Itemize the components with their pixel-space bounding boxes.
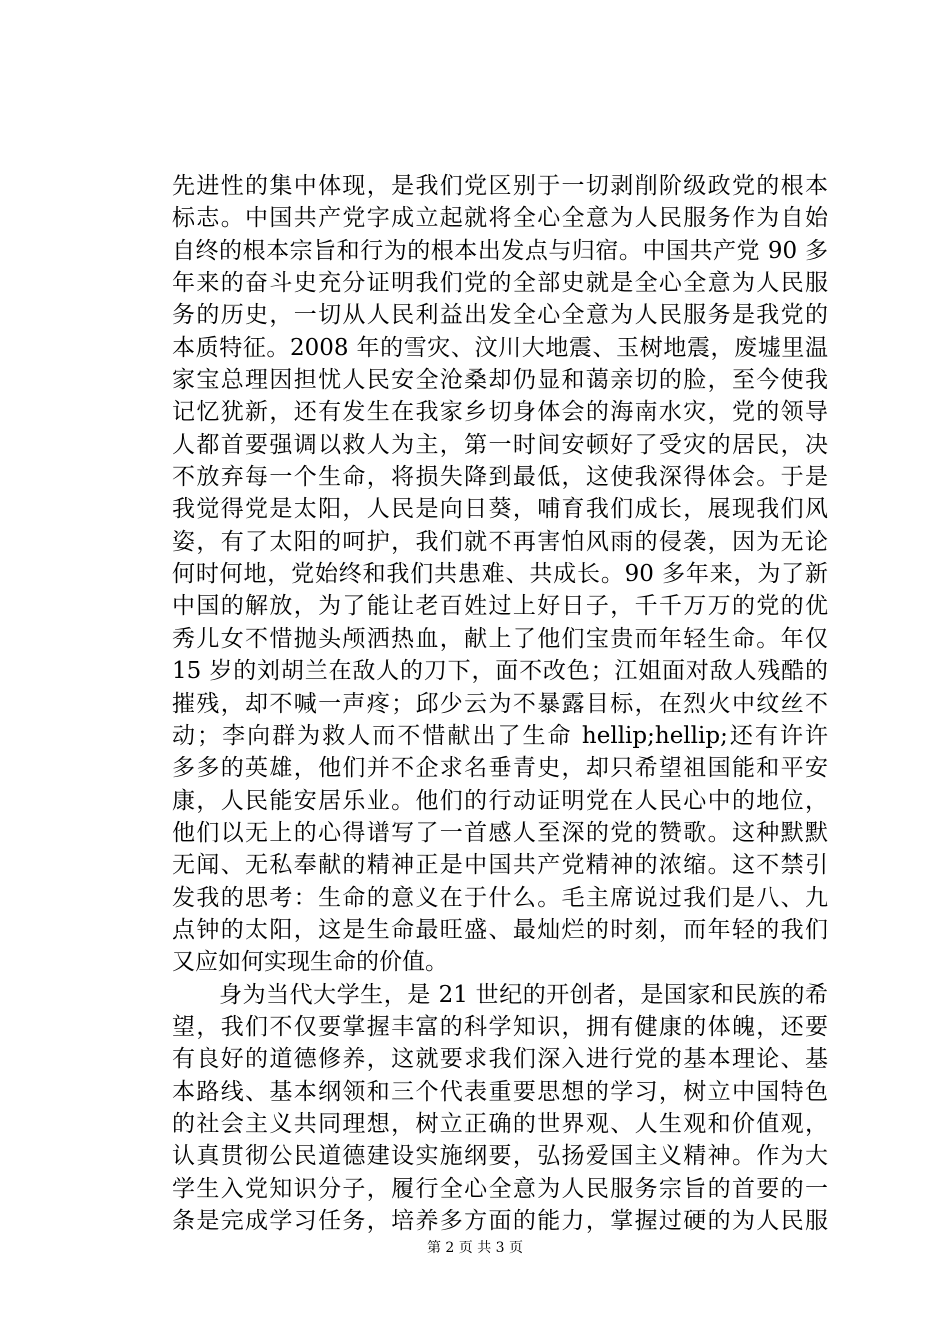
- body-text: [172, 170, 828, 1237]
- text-line: 条是完成学习任务，培养多方面的能力，掌握过硬的为人民服: [172, 1208, 828, 1234]
- text-line: 学生入党知识分子，履行全心全意为人民服务宗旨的首要的一: [172, 1175, 828, 1202]
- text-line: 发我的思考：生命的意义在于什么。毛主席说过我们是八、九: [172, 884, 828, 911]
- text-line: 中国的解放，为了能让老百姓过上好日子，千千万万的党的优: [172, 593, 828, 620]
- text-line: 标志。中国共产党字成立起就将全心全意为人民服务作为自始: [172, 205, 828, 232]
- text-line: 多多的英雄，他们并不企求名垂青史，却只希望祖国能和平安: [172, 755, 828, 782]
- text-line: 又应如何实现生命的价值。: [172, 949, 448, 976]
- text-line: 家宝总理因担忧人民安全沧桑却仍显和蔼亲切的脸，至今使我: [172, 367, 828, 394]
- text-line: 的社会主义共同理想，树立正确的世界观、人生观和价值观，: [172, 1110, 828, 1137]
- text-line: 动；李向群为救人而不惜献出了生命 hellip;hellip;还有许许: [172, 722, 828, 749]
- text-line: 秀儿女不惜抛头颅洒热血，献上了他们宝贵而年轻生命。年仅: [172, 625, 828, 652]
- text-line: 认真贯彻公民道德建设实施纲要，弘扬爱国主义精神。作为大: [172, 1143, 828, 1170]
- text-line: 不放弃每一个生命，将损失降到最低，这使我深得体会。于是: [172, 464, 828, 491]
- text-line: 无闻、无私奉献的精神正是中国共产党精神的浓缩。这不禁引: [172, 852, 828, 879]
- text-line: 点钟的太阳，这是生命最旺盛、最灿烂的时刻，而年轻的我们: [172, 916, 828, 943]
- text-line: 摧残，却不喊一声疼；邱少云为不暴露目标，在烈火中纹丝不: [172, 690, 828, 717]
- text-line: 有良好的道德修养，这就要求我们深入进行党的基本理论、基: [172, 1046, 828, 1073]
- text-line: 自终的根本宗旨和行为的根本出发点与归宿。中国共产党 90 多: [172, 237, 828, 264]
- text-line: 身为当代大学生，是 21 世纪的开创者，是国家和民族的希: [172, 981, 828, 1008]
- text-line: 姿，有了太阳的呵护，我们就不再害怕风雨的侵袭，因为无论: [172, 528, 828, 555]
- text-line: 记忆犹新，还有发生在我家乡切身体会的海南水灾，党的领导: [172, 399, 828, 426]
- text-line: 他们以无上的心得谱写了一首感人至深的党的赞歌。这种默默: [172, 819, 828, 846]
- text-line: 年来的奋斗史充分证明我们党的全部史就是全心全意为人民服: [172, 270, 828, 297]
- text-line: 本路线、基本纲领和三个代表重要思想的学习，树立中国特色: [172, 1078, 828, 1105]
- text-line: 本质特征。2008 年的雪灾、汶川大地震、玉树地震，废墟里温: [172, 334, 828, 361]
- text-line: 务的历史，一切从人民利益出发全心全意为人民服务是我党的: [172, 302, 828, 329]
- page-footer: 第 2 页 共 3 页: [426, 1240, 524, 1256]
- text-line: 15 岁的刘胡兰在敌人的刀下，面不改色；江姐面对敌人残酷的: [172, 658, 828, 685]
- text-line: 何时何地，党始终和我们共患难、共成长。90 多年来，为了新: [172, 561, 828, 588]
- text-line: 望，我们不仅要掌握丰富的科学知识，拥有健康的体魄，还要: [172, 1013, 828, 1040]
- text-line: 我觉得党是太阳，人民是向日葵，哺育我们成长，展现我们风: [172, 496, 828, 523]
- text-line: 先进性的集中体现，是我们党区别于一切剥削阶级政党的根本: [172, 173, 828, 199]
- text-line: 康，人民能安居乐业。他们的行动证明党在人民心中的地位，: [172, 787, 828, 814]
- text-line: 人都首要强调以救人为主，第一时间安顿好了受灾的居民，决: [172, 431, 828, 458]
